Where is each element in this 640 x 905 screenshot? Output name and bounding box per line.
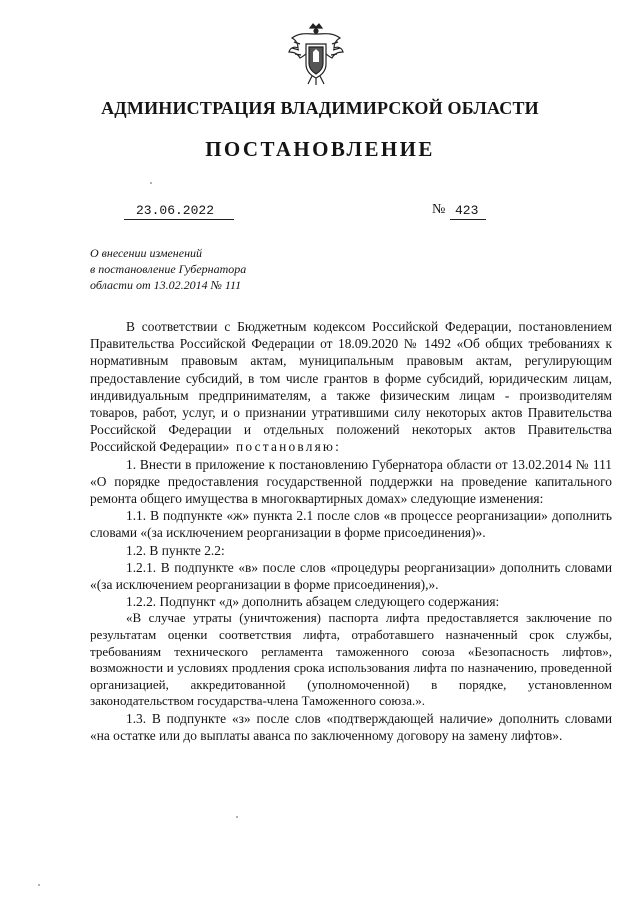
preamble-text: В соответствии с Бюджетным кодексом Российской Федерации, постановлением Правительства Российской Федерации от 18.09.2020 № 1492 «Об общих требованиях к нормативным правовым актам, муниципальным правовым актам, регулирующим предоставление субсидий, в том числе грантов в форме субсидий, юридическим лицам, индивидуальным предпринимателям, а также физическим лицам - производителям товаров, работ, услуг, и о признании утратившими силу некоторых актов Правительства Российской Федерации и отдельных положений некоторых актов Правительства Российской Федерации»	[90, 319, 612, 455]
document-number: 423	[455, 203, 479, 218]
document-date: 23.06.2022	[136, 203, 215, 218]
scan-speck	[236, 816, 238, 818]
scan-speck	[150, 182, 152, 184]
item-1-3: 1.3. В подпункте «з» после слов «подтверждающей наличие» дополнить словами «на остатке или до выплаты аванса по заключенному договору на замену лифтов».	[90, 711, 612, 744]
number-label: №	[432, 202, 446, 217]
document-type-title: ПОСТАНОВЛЕНИЕ	[205, 137, 435, 161]
document-body	[90, 318, 612, 744]
quoted-paragraph: «В случае утраты (уничтожения) паспорта лифта предоставляется заключение по результатам оценки соответствия лифта, отработавшего назначенный срок службы, требованиям технического регламента таможенного союза «Безопасность лифтов», возможности и условиях продления срока использования лифта по назначению, проведенной организацией, аккредитованной (уполномоченной) в порядке, установленном законодательством государства-члена Таможенного союза.».	[90, 610, 612, 709]
subject-line: области от 13.02.2014 № 111	[90, 278, 242, 292]
item-1-2: 1.2. В пункте 2.2:	[126, 542, 225, 558]
organization-title: АДМИНИСТРАЦИЯ ВЛАДИМИРСКОЙ ОБЛАСТИ	[101, 98, 539, 118]
item-1-1: 1.1. В подпункте «ж» пункта 2.1 после слов «в процессе реорганизации» дополнить словами «(за исключением реорганизации в форме присоединения)».	[90, 508, 612, 541]
number-underline	[450, 219, 486, 220]
resolve-word: постановляю:	[235, 439, 342, 455]
item-1-2-2: 1.2.2. Подпункт «д» дополнить абзацем следующего содержания:	[126, 594, 500, 610]
date-underline	[124, 219, 234, 220]
subject-line: в постановление Губернатора	[90, 262, 247, 276]
scan-speck	[38, 884, 40, 886]
preamble-paragraph	[90, 318, 612, 456]
item-1-2-1: 1.2.1. В подпункте «в» после слов «процедуры реорганизации» дополнить словами «(за исключением реорганизации в форме присоединения),».	[90, 559, 612, 593]
subject-block	[90, 245, 320, 293]
item-1: 1. Внести в приложение к постановлению Губернатора области от 13.02.2014 № 111 «О порядке предоставления государственной поддержки на проведение капитального ремонта общего имущества в многоквартирных домах» следующие изменения:	[90, 456, 612, 507]
coat-of-arms-icon	[286, 22, 346, 86]
subject-line: О внесении изменений	[90, 246, 203, 260]
